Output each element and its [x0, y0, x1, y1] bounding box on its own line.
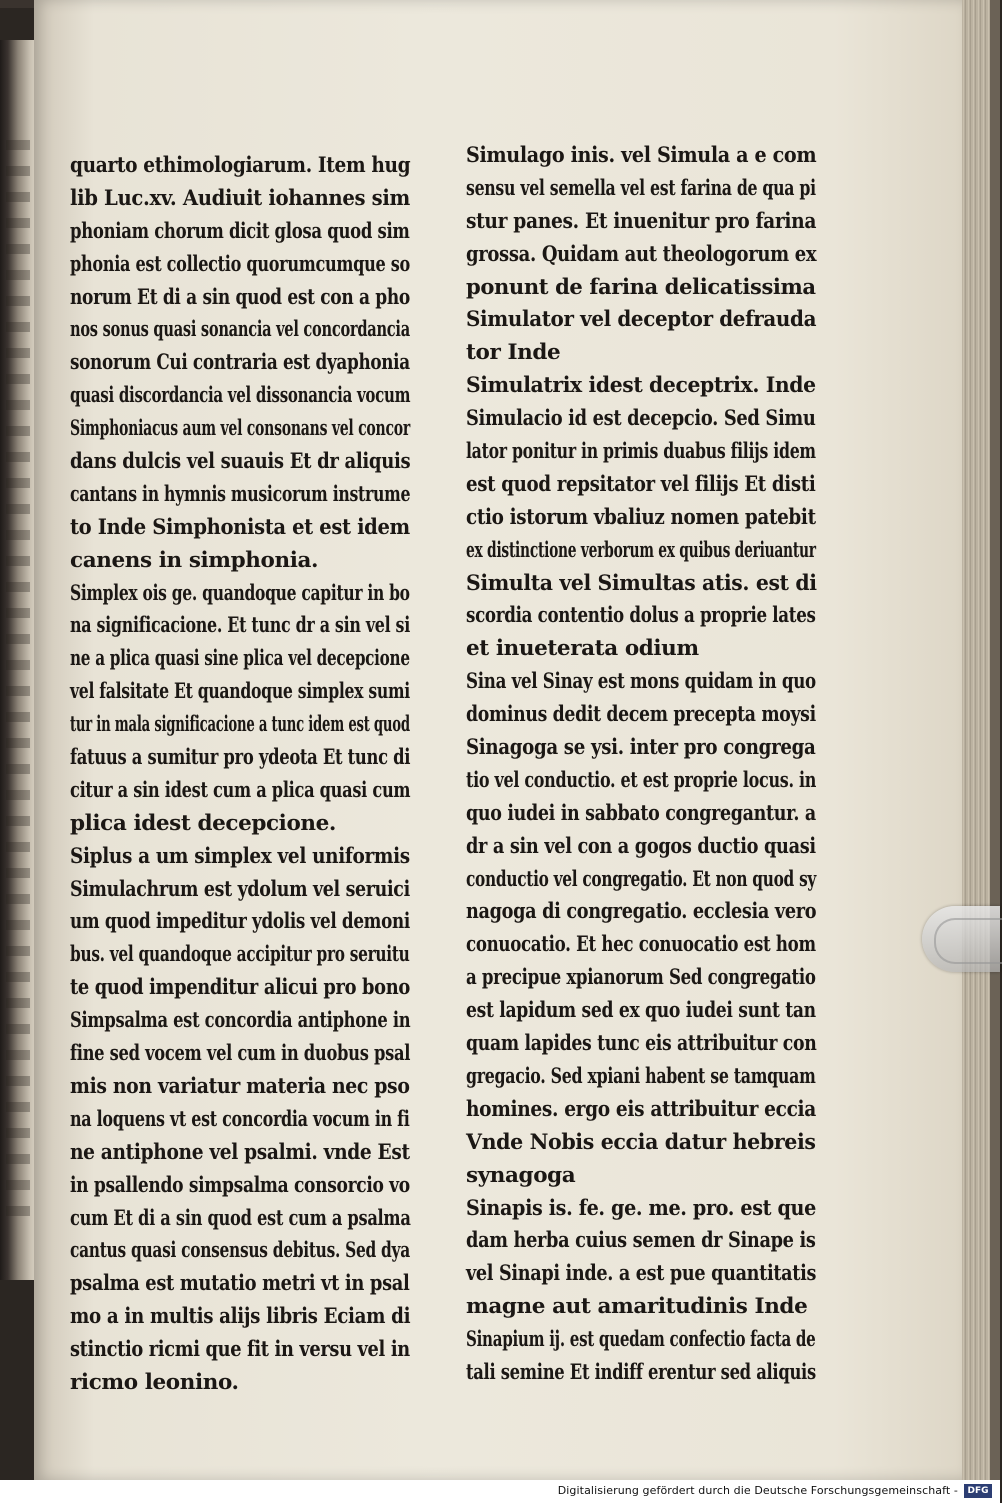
- text-line: nagoga di congregatio. ecclesia vero: [466, 899, 817, 925]
- text-line: gregacio. Sed xpiani habent se tamquam: [466, 1063, 816, 1089]
- text-line: a precipue xpianorum Sed congregatio: [466, 965, 816, 991]
- text-line: dam herba cuius semen dr Sinape is: [466, 1228, 816, 1254]
- text-line: vel Sinapi inde. a est pue quantitatis: [466, 1261, 817, 1287]
- text-line: phonia est collectio quorumcumque so: [70, 251, 411, 277]
- text-line: ne a plica quasi sine plica vel decepcione: [70, 646, 410, 672]
- text-line: to Inde Simphonista et est idem: [70, 514, 410, 540]
- text-line: bus. vel quandoque accipitur pro seruitu: [70, 942, 410, 968]
- text-line: quo iudei in sabbato congregantur. a: [466, 800, 816, 826]
- text-line: homines. ergo eis attribuitur eccia: [466, 1096, 816, 1122]
- text-line: fatuus a sumitur pro ydeota Et tunc di: [70, 745, 411, 771]
- text-line: cantus quasi consensus debitus. Sed dya: [70, 1238, 410, 1264]
- text-line: na loquens vt est concordia vocum in fi: [70, 1106, 410, 1132]
- text-line: ex distinctione verborum ex quibus deriuantur: [466, 537, 816, 563]
- text-line: est lapidum sed ex quo iudei sunt tan: [466, 998, 816, 1024]
- text-line: Sinapis is. fe. ge. me. pro. est que: [466, 1195, 816, 1221]
- text-line: Simpsalma est concordia antiphone in: [70, 1008, 411, 1034]
- text-line: plica idest decepcione.: [70, 810, 336, 836]
- text-line: tali semine Et indiff erentur sed aliquis: [466, 1359, 816, 1385]
- text-column-left: [70, 150, 410, 1400]
- text-line: Simulacio id est decepcio. Sed Simu: [466, 406, 816, 432]
- text-line: Simulago inis. vel Simula a e com: [466, 143, 817, 168]
- text-line: citur a sin idest cum a plica quasi cum: [70, 777, 411, 803]
- text-line: vel falsitate Et quandoque simplex sumi: [70, 679, 410, 705]
- text-line: stinctio ricmi que fit in versu vel in: [70, 1337, 410, 1363]
- text-line: stur panes. Et inuenitur pro farina: [466, 208, 817, 234]
- text-line: tur in mala significacione a tunc idem est quod: [70, 712, 410, 738]
- text-line: synagoga: [466, 1162, 576, 1188]
- text-line: Siplus a um simplex vel uniformis: [70, 843, 410, 869]
- text-line: ctio istorum vbaliuz nomen patebit: [466, 504, 816, 530]
- text-line: tio vel conductio. et est proprie locus. in: [466, 767, 817, 793]
- text-line: Vnde Nobis eccia datur hebreis: [466, 1129, 816, 1155]
- text-line: fine sed vocem vel cum in duobus psal: [70, 1041, 411, 1067]
- text-line: Sinapium ij. est quedam confectio facta de: [466, 1327, 816, 1353]
- text-line: dr a sin vel con a gogos ductio quasi: [466, 833, 816, 859]
- text-line: canens in simphonia.: [70, 547, 319, 573]
- text-line: um quod impeditur ydolis vel demoni: [70, 909, 410, 935]
- text-line: et inueterata odium: [466, 636, 699, 662]
- text-line: Simplex ois ge. quandoque capitur in bo: [70, 580, 410, 606]
- text-line: ne antiphone vel psalmi. vnde Est: [70, 1139, 410, 1165]
- text-line: scordia contentio dolus a proprie lates: [466, 603, 816, 629]
- text-line: norum Et di a sin quod est con a pho: [70, 284, 410, 310]
- text-line: lib Luc.xv. Audiuit iohannes sim: [70, 185, 410, 211]
- text-line: in psallendo simpsalma consorcio vo: [70, 1172, 410, 1198]
- text-line: lator ponitur in primis duabus filijs idem: [466, 439, 816, 465]
- left-page-bleed-through: [6, 140, 30, 1220]
- text-line: Simulta vel Simultas atis. est di: [466, 570, 817, 596]
- right-book-edge: [990, 0, 1000, 1480]
- text-line: dominus dedit decem precepta moysi: [466, 702, 816, 728]
- text-line: phoniam chorum dicit glosa quod sim: [70, 218, 410, 244]
- text-line: Simulator vel deceptor defrauda: [466, 307, 817, 333]
- digitization-footer: [0, 1480, 1000, 1503]
- text-line: conductio vel congregatio. Et non quod sy: [466, 866, 817, 892]
- text-line: est quod repsitator vel filijs Et disti: [466, 471, 816, 497]
- footer-credit-text: Digitalisierung gefördert durch die Deutsche Forschungsgemeinschaft -: [557, 1484, 958, 1497]
- text-line: nos sonus quasi sonancia vel concordancia: [70, 317, 410, 343]
- text-line: te quod impenditur alicui pro bono: [70, 975, 410, 1001]
- text-line: ricmo leonino.: [70, 1369, 239, 1395]
- text-line: cum Et di a sin quod est cum a psalma: [70, 1205, 411, 1231]
- text-line: Simulatrix idest deceptrix. Inde: [466, 373, 816, 399]
- text-line: na significacione. Et tunc dr a sin vel si: [70, 613, 410, 639]
- text-line: sensu vel semella vel est farina de qua pi: [466, 175, 816, 201]
- text-line: mo a in multis alijs libris Eciam di: [70, 1304, 411, 1330]
- text-line: Simulachrum est ydolum vel seruici: [70, 876, 410, 902]
- text-line: ponunt de farina delicatissima: [466, 274, 816, 300]
- text-line: cantans in hymnis musicorum instrume: [70, 481, 411, 507]
- text-column-right: [466, 140, 816, 1390]
- text-line: quam lapides tunc eis attribuitur con: [466, 1031, 817, 1057]
- text-line: mis non variatur materia nec pso: [70, 1073, 410, 1099]
- text-line: grossa. Quidam aut theologorum ex: [466, 241, 817, 267]
- text-line: Simphoniacus aum vel consonans vel concor: [70, 416, 410, 442]
- text-line: tor Inde: [466, 340, 561, 366]
- text-line: sonorum Cui contraria est dyaphonia: [70, 350, 410, 376]
- text-line: quarto ethimologiarum. Item hug: [70, 153, 411, 178]
- text-line: magne aut amaritudinis Inde: [466, 1294, 808, 1320]
- dfg-logo: DFG: [964, 1484, 992, 1498]
- text-line: Sina vel Sinay est mons quidam in quo: [466, 669, 816, 695]
- page-clip-loop: [934, 918, 1002, 964]
- text-line: Sinagoga se ysi. inter pro congrega: [466, 735, 816, 761]
- text-line: quasi discordancia vel dissonancia vocum: [70, 383, 411, 409]
- text-line: conuocatio. Et hec conuocatio est hom: [466, 932, 816, 958]
- text-line: dans dulcis vel suauis Et dr aliquis: [70, 449, 411, 475]
- text-line: psalma est mutatio metri vt in psal: [70, 1271, 410, 1297]
